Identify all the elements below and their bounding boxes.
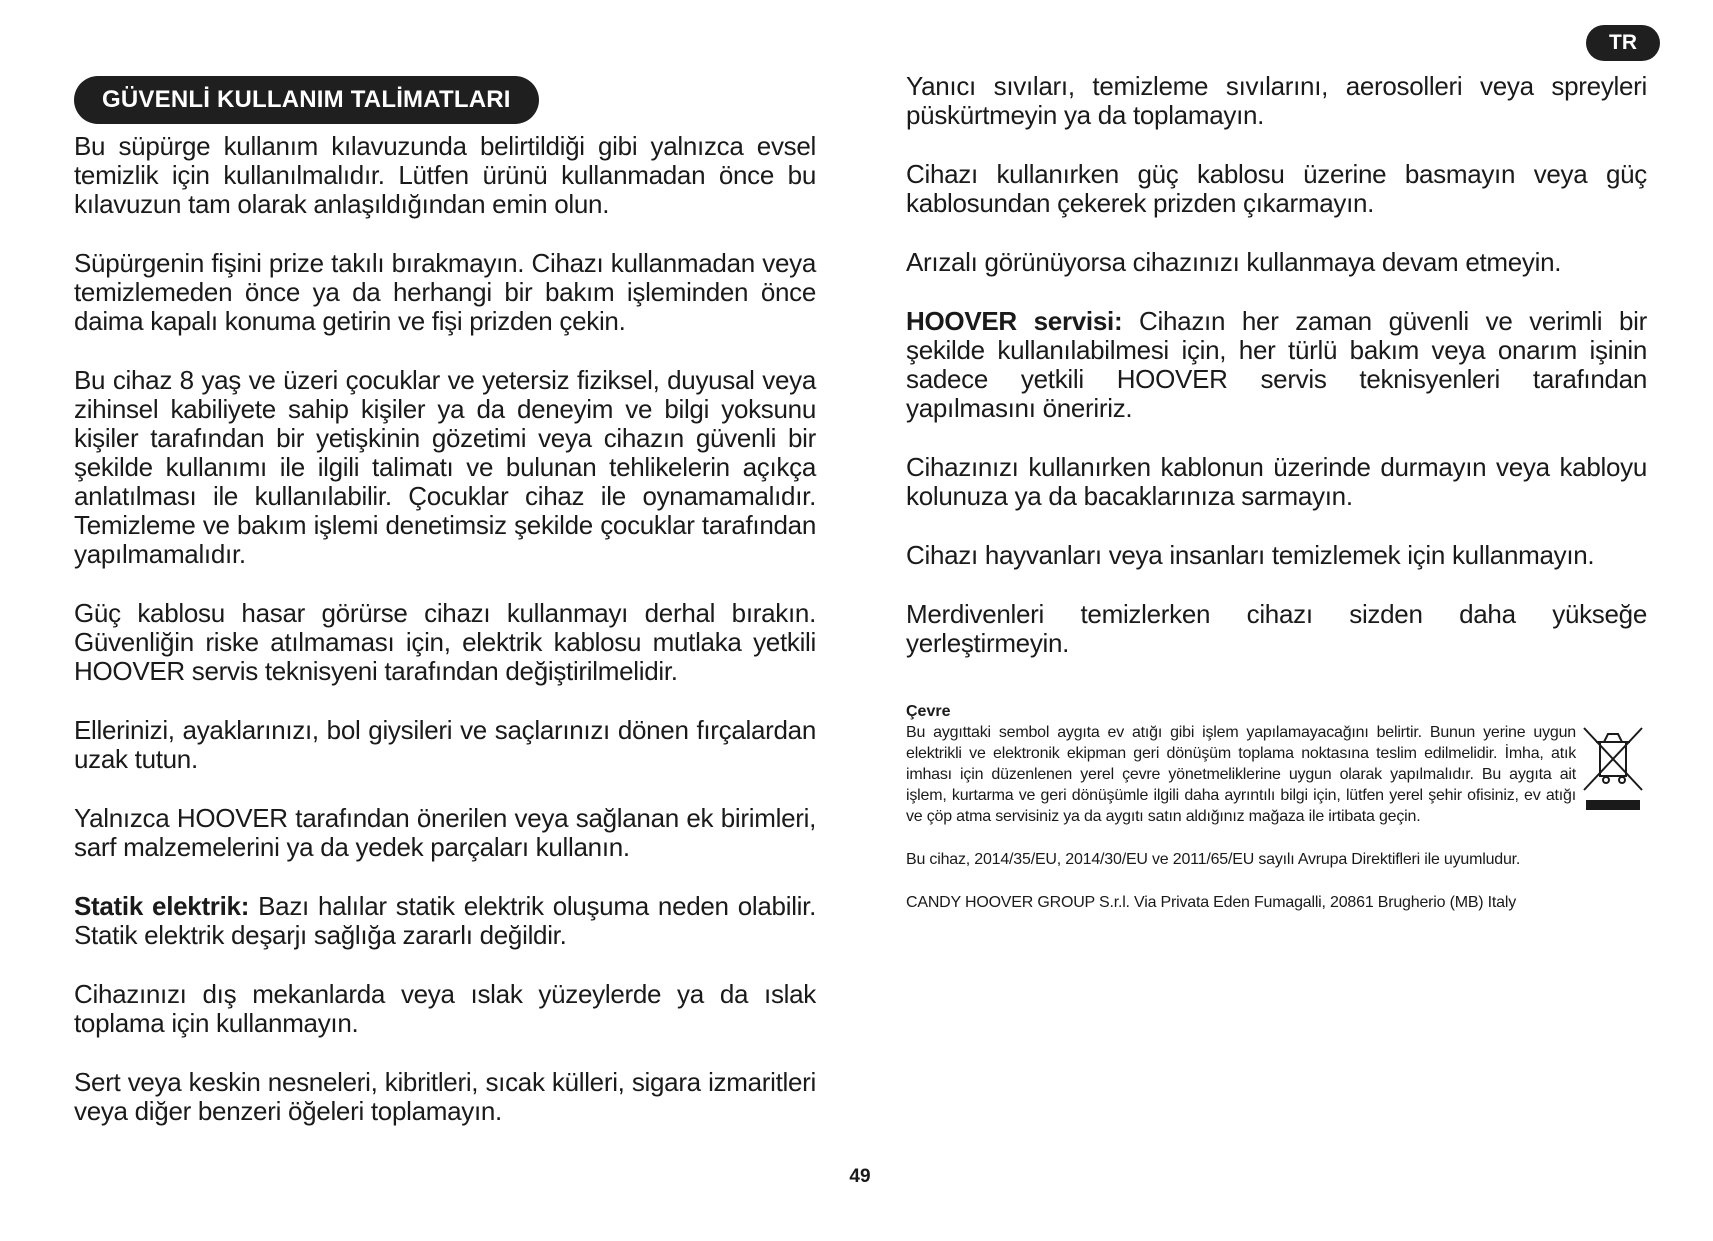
paragraph-text: Sert veya keskin nesneleri, kibritleri, sıcak külleri, sigara izmaritleri veya diğer benzeri öğeleri toplamayın. [74, 1067, 816, 1126]
paragraph [74, 716, 816, 774]
section-title: GÜVENLİ KULLANIM TALİMATLARI [74, 76, 539, 124]
language-badge: TR [1586, 25, 1660, 61]
paragraph-text: Arızalı görünüyorsa cihazınızı kullanmaya devam etmeyin. [906, 247, 1562, 277]
left-column [74, 76, 816, 1156]
paragraph-text: Bazı halılar statik elektrik oluşuma neden olabilir. Statik elektrik deşarjı sağlığa zararlı değildir. [74, 891, 816, 950]
paragraph-text: Yalnızca HOOVER tarafından önerilen veya sağlanan ek birimleri, sarf malzemelerini ya da yedek parçaları kullanın. [74, 803, 816, 862]
paragraph [74, 980, 816, 1038]
paragraph-text: Cihazı hayvanları veya insanları temizlemek için kullanmayın. [906, 540, 1595, 570]
right-paragraphs [906, 72, 1647, 658]
paragraph [74, 892, 816, 950]
paragraph-text: Cihazı kullanırken güç kablosu üzerine basmayın veya güç kablosundan çekerek prizden çıkarmayın. [906, 159, 1647, 218]
paragraph-text: Merdivenleri temizlerken cihazı sizden daha yükseğe yerleştirmeyin. [906, 599, 1647, 658]
environment-section [906, 702, 1647, 913]
paragraph-text: Bu cihaz 8 yaş ve üzeri çocuklar ve yetersiz fiziksel, duyusal veya zihinsel kabiliyete sahip kişiler ya da deneyim ve bilgi yoksunu kişiler tarafından bir yetişkinin gözetimi veya cihazın güvenli bir şekilde kullanımı ile ilgili talimatı ve bulunan tehlikelerin açıkça anlatılması ile kullanılabilir. Çocuklar cihaz ile oynamamalıdır. Temizleme ve bakım işlemi denetimsiz şekilde çocuklar tarafından yapılmamalıdır. [74, 365, 816, 569]
paragraph [906, 72, 1647, 130]
page-number: 49 [849, 1166, 871, 1187]
paragraph [74, 366, 816, 569]
paragraph [906, 248, 1647, 277]
paragraph-text: Ellerinizi, ayaklarınızı, bol giysileri ve saçlarınızı dönen fırçalardan uzak tutun. [74, 715, 816, 774]
paragraph-text: Güç kablosu hasar görürse cihazı kullanmayı derhal bırakın. Güvenliğin riske atılmaması için, elektrik kablosu mutlaka yetkili HOOVER servis teknisyeni tarafından değiştirilmelidir. [74, 598, 816, 686]
paragraph-text: Bu süpürge kullanım kılavuzunda belirtildiği gibi yalnızca evsel temizlik için kullanılmalıdır. Lütfen ürünü kullanmadan önce bu kılavuzun tam olarak anlaşıldığından emin olun. [74, 131, 816, 219]
paragraph [906, 541, 1647, 570]
paragraph-text: Cihazınızı kullanırken kablonun üzerinde durmayın veya kabloyu kolunuza ya da bacaklarınıza sarmayın. [906, 452, 1647, 511]
paragraph-text: Cihazın her zaman güvenli ve verimli bir şekilde kullanılabilmesi için, her türlü bakım veya onarım işinin sadece yetkili HOOVER servis teknisyenleri tarafından yapılmasını öneririz. [906, 306, 1647, 423]
paragraph-text: Yanıcı sıvıları, temizleme sıvılarını, aerosolleri veya spreyleri püskürtmeyin ya da toplamayın. [906, 71, 1647, 130]
left-paragraphs [74, 132, 816, 1126]
paragraph-text: Süpürgenin fişini prize takılı bırakmayın. Cihazı kullanmadan veya temizlemeden önce ya da herhangi bir bakım işleminden önce daima kapalı konuma getirin ve fişi prizden çekin. [74, 248, 816, 336]
paragraph [906, 307, 1647, 423]
paragraph [906, 600, 1647, 658]
paragraph [906, 453, 1647, 511]
paragraph [74, 132, 816, 219]
paragraph-bold-lead: Statik elektrik: [74, 891, 250, 921]
paragraph-text: Cihazınızı dış mekanlarda veya ıslak yüzeylerde ya da ıslak toplama için kullanmayın. [74, 979, 816, 1038]
compliance-text: Bu cihaz, 2014/35/EU, 2014/30/EU ve 2011/65/EU sayılı Avrupa Direktifleri ile uyumludur. [906, 851, 1521, 868]
paragraph [74, 599, 816, 686]
environment-text: Bu aygıttaki sembol aygıta ev atığı gibi işlem yapılamayacağını belirtir. Bunun yerine uygun elektrikli ve elektronik ekipman geri dönüşüm toplama noktasına teslim edilmelidir. İmha, atık imhası için düzenlenen yerel çevre yönetmeliklerine uygun olarak yapılmalıdır. Bu aygıta ait işlem, kurtarma ve geri dönüşümle ilgili daha ayrıntılı bilgi için, lütfen yerel şehir ofisiniz, ev atığı ve çöp atma servisiniz ya da aygıtı satın aldığınız mağaza ile irtibata geçin. [906, 724, 1576, 825]
paragraph [74, 1068, 816, 1126]
right-column [906, 72, 1647, 913]
company-address: CANDY HOOVER GROUP S.r.l. Via Privata Eden Fumagalli, 20861 Brugherio (MB) Italy [906, 894, 1517, 911]
environment-title: Çevre [906, 703, 951, 720]
weee-crossed-bin-icon [1582, 726, 1646, 815]
paragraph-bold-lead: HOOVER servisi: [906, 306, 1123, 336]
paragraph [74, 249, 816, 336]
paragraph [74, 804, 816, 862]
paragraph [906, 160, 1647, 218]
